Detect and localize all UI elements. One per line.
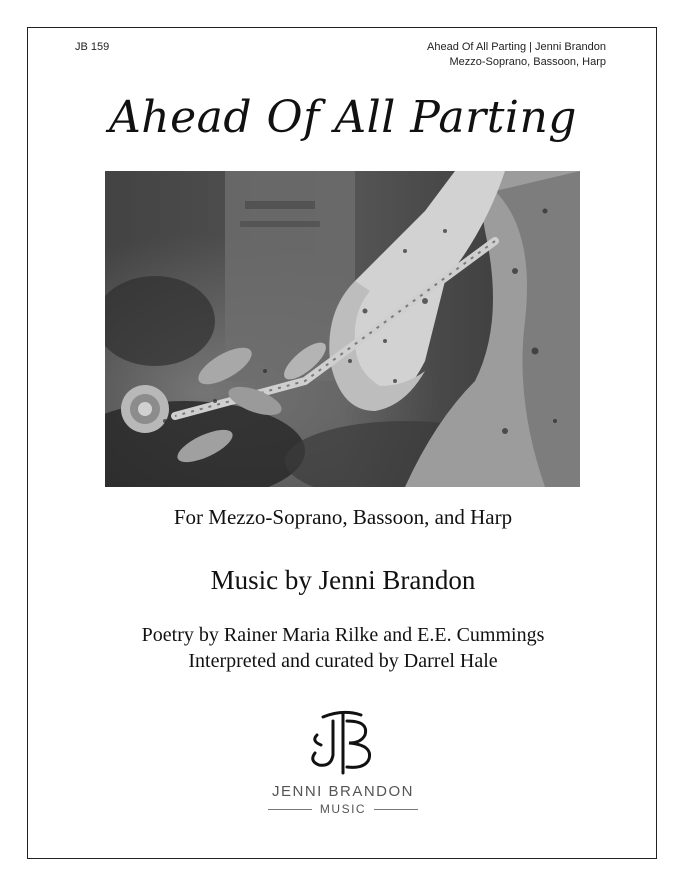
publisher-subtitle: MUSIC [319,802,367,816]
page-title: Ahead Of All Parting [109,92,577,143]
poetry-credit: Poetry by Rainer Maria Rilke and E.E. Cummings [141,624,545,646]
running-header-instrumentation: Mezzo-Soprano, Bassoon, Harp [449,56,606,68]
publisher-subtitle-row [268,802,418,816]
divider-right [374,809,418,810]
publisher-monogram-logo [303,707,383,777]
statue-hand-rose-image [105,171,580,487]
running-header [427,40,606,70]
curation-credit: Interpreted and curated by Darrel Hale [188,650,498,672]
instrumentation-line: For Mezzo-Soprano, Bassoon, and Harp [173,505,513,529]
publisher-name: JENNI BRANDON [271,783,414,800]
cover-photo [105,171,580,487]
divider-left [268,809,312,810]
composer-line: Music by Jenni Brandon [210,565,476,595]
running-header-title: Ahead Of All Parting | Jenni Brandon [427,41,606,53]
catalog-number: JB 159 [75,41,110,53]
